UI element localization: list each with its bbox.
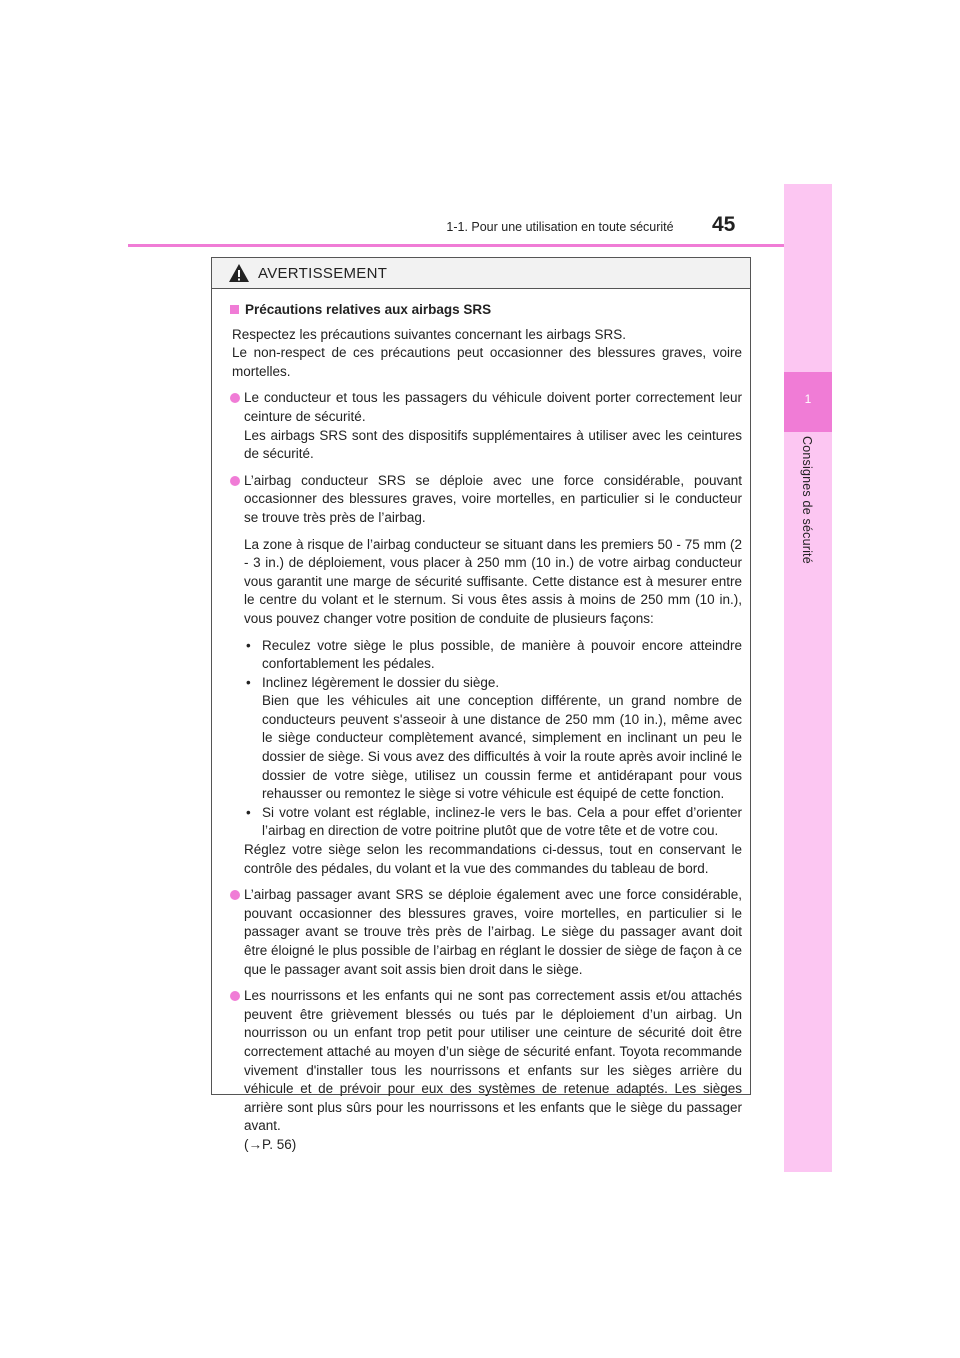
sub-bullet-marker: • xyxy=(246,674,251,690)
bullet-3-text: L’airbag passager avant SRS se déploie également avec une force considérable, pouvant occasionner des blessures graves, voire mortelles, en particulier si le passager avant se trouve très près de l’airbag. Le siège du passager avant doit être éloigné le plus possible de l’airbag en réglant le dossier de siège de façon à ce que le passager avant soit assis bien droit dans le siège. xyxy=(244,887,742,977)
warning-title: AVERTISSEMENT xyxy=(258,264,388,282)
intro-paragraph-1: Respectez les précautions suivantes concernant les airbags SRS. xyxy=(232,326,626,342)
warning-body xyxy=(212,289,750,1155)
sub-list-item xyxy=(244,637,742,674)
sub-list xyxy=(244,637,742,842)
bullet-1-text-a: Le conducteur et tous les passagers du véhicule doivent porter correctement leur ceinture de sécurité. xyxy=(244,390,742,424)
round-bullet-icon xyxy=(230,890,240,900)
section-heading xyxy=(230,301,742,320)
warning-header xyxy=(212,258,750,289)
section-heading-text: Précautions relatives aux airbags SRS xyxy=(245,302,492,317)
page-reference[interactable]: (→P. 56) xyxy=(244,1136,297,1152)
list-item xyxy=(230,987,742,1154)
header-divider xyxy=(128,244,832,247)
intro-paragraph-2: Le non-respect de ces précautions peut occasionner des blessures graves, voire mortelles. xyxy=(232,345,742,379)
chapter-title: Consignes de sécurité xyxy=(800,436,814,564)
sub-item-2-text-b: Bien que les véhicules ait une conception différente, un grand nombre de conducteurs peuvent s'asseoir à une distance de 250 mm (10 in.), même avec le siège conducteur complètement avancé, simplement en inclinant un peu le dossier de siège. Si vous avez des difficultés à voir la route après avoir incliné le dossier de votre siège, utilisez un coussin ferme et antidérapant pour vous rehausser ou remontez le siège si votre véhicule est équipé de cette fonction. xyxy=(262,693,743,802)
bullet-4-text: Les nourrissons et les enfants qui ne sont pas correctement assis et/ou attachés peuvent être grièvement blessés ou tués par le déploiement d’un airbag. Un nourrisson ou un enfant trop petit pour utiliser une ceinture de sécurité doit être correctement attaché au moyen d’un siège de sécurité enfant. Toyota recommande vivement d'installer tous les nourrissons et enfants sur les sièges arrière du véhicule et de prévoir pour eux des systèmes de retenue adaptés. Les sièges arrière sont plus sûrs pour les nourrissons et les enfants que le siège du passager avant. xyxy=(244,988,742,1134)
page-number: 45 xyxy=(712,213,736,236)
chapter-number: 1 xyxy=(804,392,812,406)
running-header: 1-1. Pour une utilisation en toute sécurité xyxy=(446,220,674,234)
sub-item-3-text: Si votre volant est réglable, inclinez-le vers le bas. Cela a pour effet d’orienter l’airbag en direction de votre poitrine plutôt que de votre tête et de votre cou. xyxy=(262,804,742,839)
square-bullet-icon xyxy=(230,305,239,314)
sub-list-item xyxy=(244,674,742,804)
list-item xyxy=(230,886,742,979)
bullet-1-text-b: Les airbags SRS sont des dispositifs supplémentaires à utiliser avec les ceintures de sécurité. xyxy=(244,427,742,462)
round-bullet-icon xyxy=(230,991,240,1001)
warning-box xyxy=(211,257,751,1152)
sub-item-2-text-a: Inclinez légèrement le dossier du siège. xyxy=(262,674,500,690)
round-bullet-icon xyxy=(230,476,240,486)
warning-triangle-icon xyxy=(228,263,250,283)
bullet-2-text-b: La zone à risque de l’airbag conducteur se situant dans les premiers 50 - 75 mm (2 - 3 in.) de déploiement, vous placer à 250 mm (10 in.) de votre airbag conducteur vous garantit une marge de sécurité suffisante. Cette distance est à mesurer entre le centre du volant et le sternum. Si vous êtes assis à moins de 250 mm (10 in.), vous pouvez changer votre position de conduite de plusieurs façons: xyxy=(244,536,742,626)
sub-bullet-marker: • xyxy=(246,804,251,820)
sub-list-item xyxy=(244,804,742,841)
round-bullet-icon xyxy=(230,393,240,403)
sub-item-1-text: Reculez votre siège le plus possible, de manière à pouvoir encore atteindre confortablement les pédales. xyxy=(262,637,742,672)
chapter-side-tab xyxy=(784,184,832,1172)
list-item xyxy=(230,389,742,463)
list-item xyxy=(230,472,742,878)
bullet-2-text-c: Réglez votre siège selon les recommandations ci-dessus, tout en conservant le contrôle des pédales, du volant et la vue des commandes du tableau de bord. xyxy=(244,842,742,876)
bullet-2-text-a: L’airbag conducteur SRS se déploie avec une force considérable, pouvant occasionner des blessures graves, voire mortelles, en particulier si le conducteur se trouve très près de l’airbag. xyxy=(244,472,742,525)
sub-bullet-marker: • xyxy=(246,637,251,653)
